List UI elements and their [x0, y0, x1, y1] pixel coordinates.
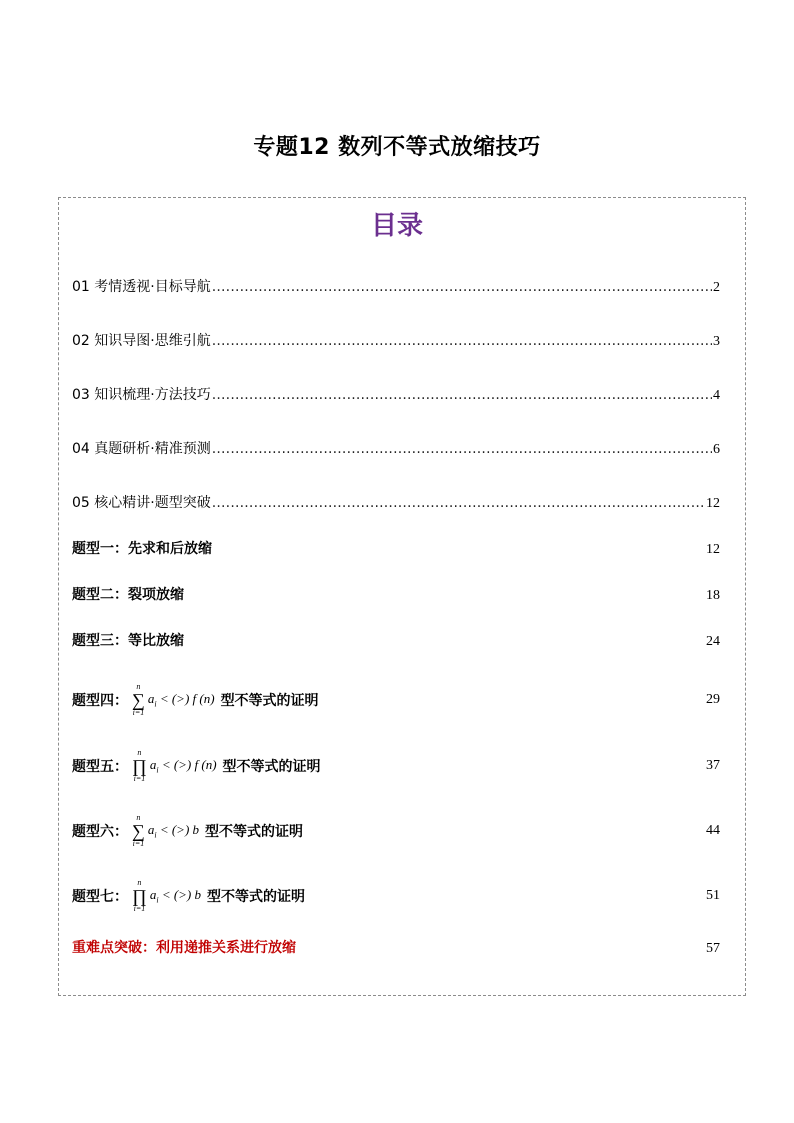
toc-subentry-suffix: 型不等式的证明: [205, 824, 304, 840]
toc-entry-page: 6: [713, 442, 720, 457]
sum-operator: n ∑ i=1: [132, 682, 145, 717]
toc-subentry-label: 题型五：: [72, 759, 128, 775]
toc-subentry[interactable]: [72, 749, 720, 783]
dot-leader: [212, 387, 712, 403]
sum-operator: n ∑ i=1: [132, 813, 145, 848]
toc-subentry-page: 18: [706, 588, 720, 603]
toc-entry-page: 3: [713, 334, 720, 349]
math-formula: n ∏ i=1 $a_i$ < (>) b: [132, 878, 202, 913]
toc-subentry-label: 题型三：等比放缩: [72, 633, 184, 649]
toc-entry-page: 4: [713, 388, 720, 403]
toc-entry[interactable]: [72, 492, 720, 512]
toc-entry-label: 05 核心精讲·题型突破: [72, 495, 211, 511]
toc-subentry-label: 题型一：先求和后放缩: [72, 541, 212, 557]
toc-subentry-page: 29: [706, 692, 720, 707]
toc-subentry-suffix: 型不等式的证明: [222, 759, 321, 775]
toc-subentry[interactable]: [72, 538, 720, 558]
toc-subentry[interactable]: [72, 584, 720, 604]
toc-subentry[interactable]: [72, 630, 720, 650]
toc-entry[interactable]: [72, 330, 720, 350]
math-formula: n ∑ i=1 $a_i$ < (>) f (n): [132, 682, 215, 717]
toc-subentry-page: 51: [706, 888, 720, 903]
toc-entry-label: 02 知识导图·思维引航: [72, 333, 211, 349]
toc-subentry[interactable]: [72, 879, 720, 913]
toc-highlight-label: 重难点突破：利用递推关系进行放缩: [72, 940, 296, 956]
dot-leader: [212, 441, 712, 457]
toc-subentry-page: 12: [706, 542, 720, 557]
dot-leader: [212, 495, 705, 511]
toc-entry[interactable]: [72, 276, 720, 296]
toc-subentry-label: 题型七：: [72, 889, 128, 905]
toc-entry-page: 2: [713, 280, 720, 295]
toc-subentry-label: 题型四：: [72, 693, 128, 709]
toc-subentry-page: 44: [706, 823, 720, 838]
toc-entry[interactable]: [72, 384, 720, 404]
toc-heading: 目录: [370, 211, 423, 241]
toc-subentry-page: 24: [706, 634, 720, 649]
product-operator: n ∏ i=1: [132, 878, 147, 913]
product-operator: n ∏ i=1: [132, 748, 147, 783]
toc-subentry-suffix: 型不等式的证明: [220, 693, 319, 709]
document-title: 专题12 数列不等式放缩技巧: [253, 135, 541, 160]
math-formula: n ∑ i=1 $a_i$ < (>) b: [132, 813, 200, 848]
dot-leader: [212, 333, 712, 349]
math-formula: n ∏ i=1 $a_i$ < (>) f (n): [132, 748, 217, 783]
toc-subentry-suffix: 型不等式的证明: [207, 889, 306, 905]
toc-subentry-page: 37: [706, 758, 720, 773]
toc-entry-page: 12: [706, 496, 720, 511]
toc-subentry[interactable]: [72, 683, 720, 717]
toc-subentry-label: 题型二：裂项放缩: [72, 587, 184, 603]
toc-entry-label: 01 考情透视·目标导航: [72, 279, 211, 295]
toc-entry-label: 03 知识梳理·方法技巧: [72, 387, 211, 403]
toc-subentry-label: 题型六：: [72, 824, 128, 840]
toc-entry-label: 04 真题研析·精准预测: [72, 441, 211, 457]
toc-highlight-entry[interactable]: [72, 937, 720, 957]
dot-leader: [212, 279, 712, 295]
toc-subentry[interactable]: [72, 814, 720, 848]
toc-entry[interactable]: [72, 438, 720, 458]
toc-highlight-page: 57: [706, 941, 720, 956]
